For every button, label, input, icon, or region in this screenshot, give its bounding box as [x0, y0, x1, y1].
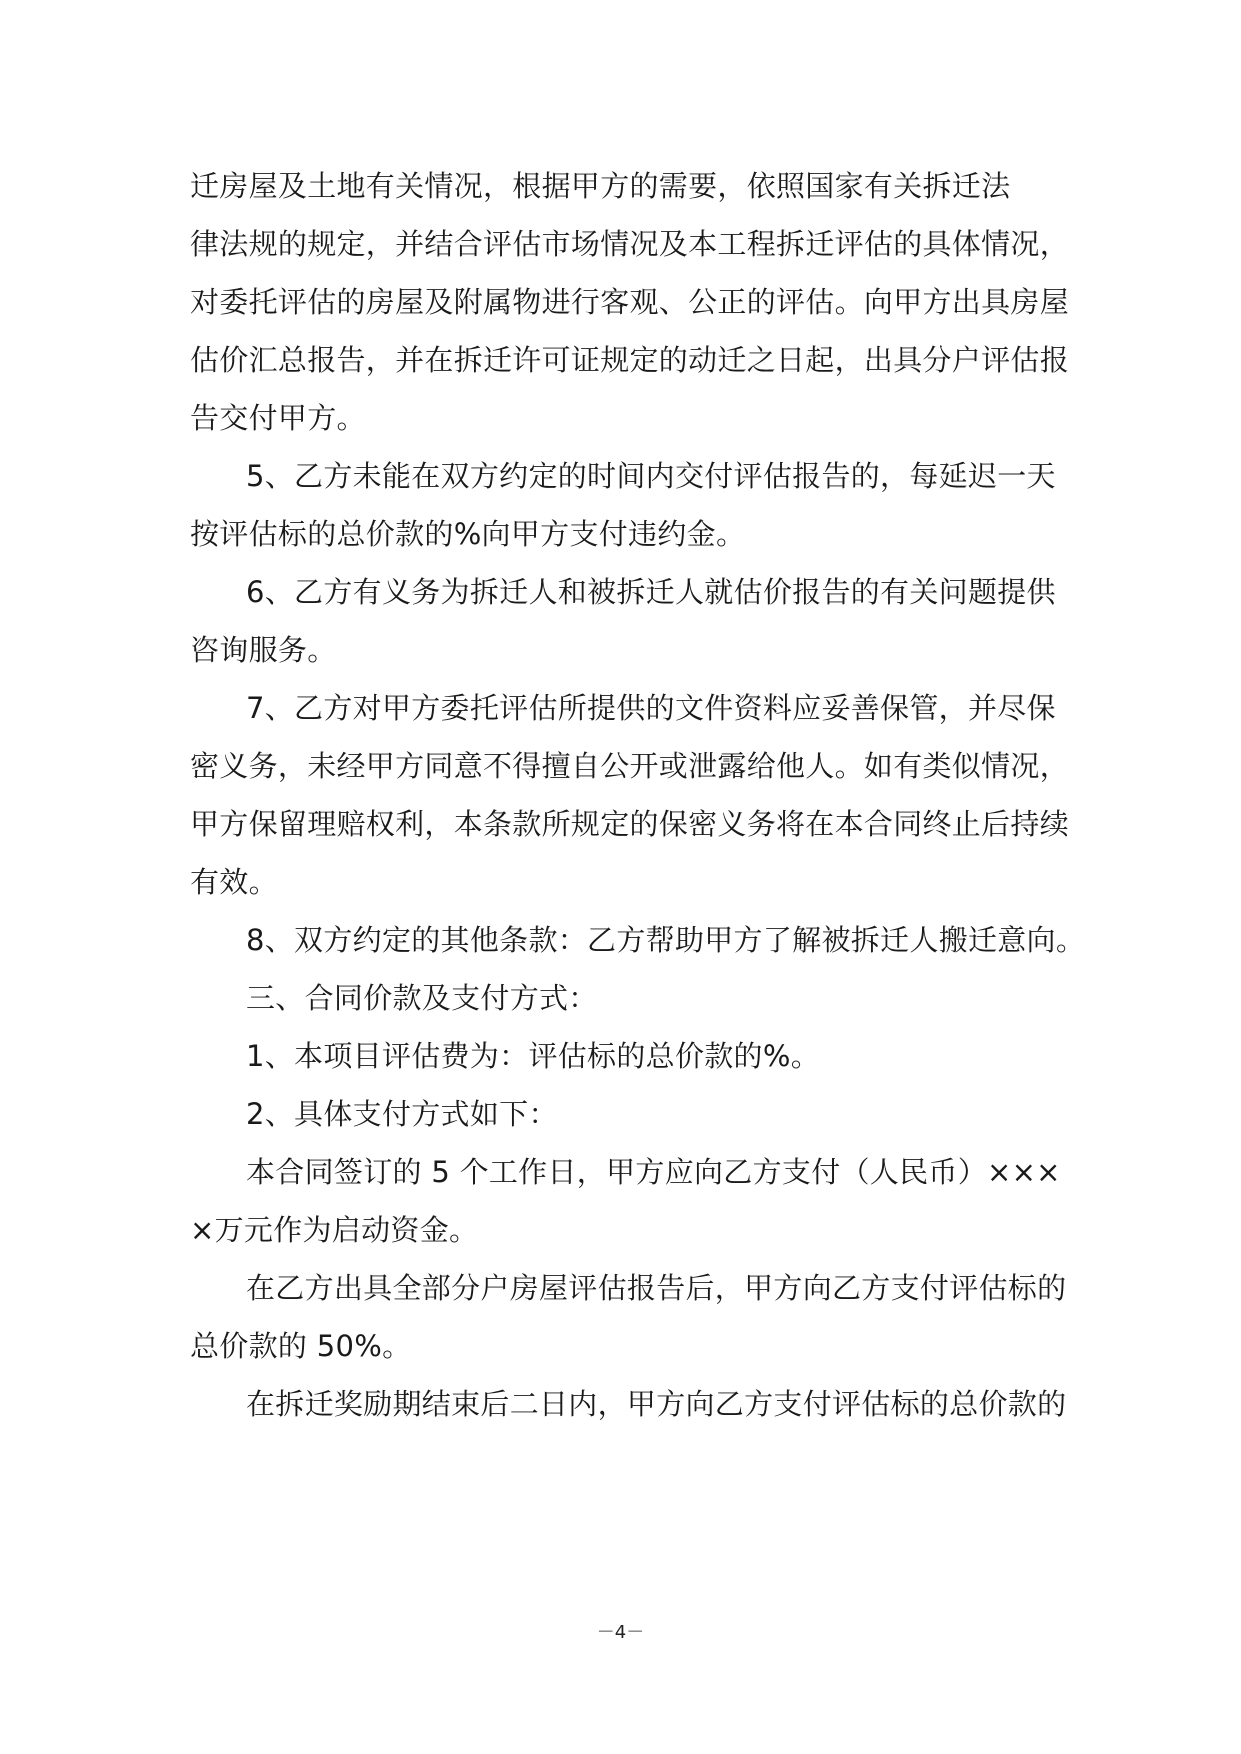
text-line: 咨询服务。 [190, 633, 337, 667]
clause-7-line: 7、乙方对甲方委托评估所提供的文件资料应妥善保管，并尽保 [246, 691, 1056, 725]
text-line: 对委托评估的房屋及附属物进行客观、公正的评估。向甲方出具房屋 [190, 285, 1070, 319]
payment-item-1: 1、本项目评估费为：评估标的总价款的%。 [246, 1039, 821, 1073]
text-line: 在乙方出具全部分户房屋评估报告后，甲方向乙方支付评估标的 [246, 1271, 1067, 1305]
text-line: 密义务，未经甲方同意不得擅自公开或泄露给他人。如有类似情况， [190, 749, 1070, 783]
section-heading: 三、合同价款及支付方式： [246, 981, 598, 1015]
clause-5-line: 5、乙方未能在双方约定的时间内交付评估报告的，每延迟一天 [246, 459, 1056, 493]
clause-6-line: 6、乙方有义务为拆迁人和被拆迁人就估价报告的有关问题提供 [246, 575, 1056, 609]
text-line: 本合同签订的 5 个工作日，甲方应向乙方支付（人民币）××× [246, 1155, 1061, 1189]
payment-item-2: 2、具体支付方式如下： [246, 1097, 558, 1131]
page-number: －4－ [596, 1622, 645, 1643]
text-line: 律法规的规定，并结合评估市场情况及本工程拆迁评估的具体情况， [190, 227, 1070, 261]
text-line: 甲方保留理赔权利，本条款所规定的保密义务将在本合同终止后持续 [190, 807, 1070, 841]
clause-8-line: 8、双方约定的其他条款：乙方帮助甲方了解被拆迁人搬迁意向。 [246, 923, 1086, 957]
text-line: 有效。 [190, 865, 278, 899]
text-line: 总价款的 50%。 [190, 1329, 412, 1363]
text-line: ×万元作为启动资金。 [190, 1213, 479, 1247]
text-line: 按评估标的总价款的%向甲方支付违约金。 [190, 517, 746, 551]
text-line: 在拆迁奖励期结束后二日内，甲方向乙方支付评估标的总价款的 [246, 1387, 1067, 1421]
text-line: 估价汇总报告，并在拆迁许可证规定的动迁之日起，出具分户评估报 [190, 343, 1070, 377]
text-line: 告交付甲方。 [190, 401, 366, 435]
text-line: 迁房屋及土地有关情况，根据甲方的需要，依照国家有关拆迁法 [190, 169, 1011, 203]
